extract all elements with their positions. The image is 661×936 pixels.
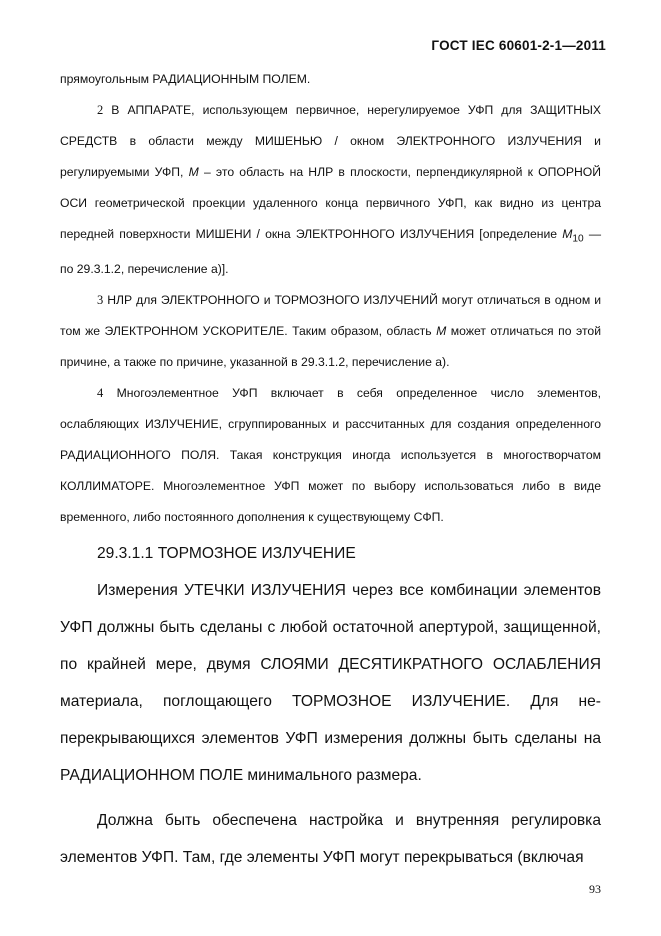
note-3-text-b: может отличаться по этой причине, а также по причине, указанной в 29.3.1.2, перечисление а). bbox=[60, 324, 602, 370]
note-2-text-c: — по 29.3.1.2, перечисление а)]. bbox=[60, 227, 602, 277]
section-29-3-1-1 bbox=[60, 535, 601, 876]
note-3 bbox=[60, 285, 601, 378]
section-paragraph-1: Измерения УТЕЧКИ ИЗЛУЧЕНИЯ через все комбинации элементов УФП должны быть сделаны с любой остаточной апертурой, защищенной, по крайней мере, двумя СЛОЯМИ ДЕСЯТИКРАТНОГО ОСЛАБЛЕНИЯ материала, поглощающего ТОРМОЗНОЕ ИЗЛУЧЕНИЕ. Для не-перекрывающихся элементов УФП измерения должны быть сделаны на РАДИАЦИОННОМ ПОЛЕ минимального размера. bbox=[60, 582, 601, 785]
note-2 bbox=[60, 95, 601, 285]
note-2-text-b: – это область на НЛР в плоскости, перпендикулярной к ОПОРНОЙ ОСИ геометрической проекции удаленного конца первичного УФП, как видно из центра передней поверхности МИШЕНИ / окна ЭЛЕКТРОННОГО ИЗЛУЧЕНИЯ [определение bbox=[60, 165, 602, 241]
note-2-text-a: В АППАРАТЕ, использующем первичное, нерегулируемое УФП для ЗАЩИТНЫХ СРЕДСТВ в области между МИШЕНЬЮ / окном ЭЛЕКТРОННОГО ИЗЛУЧЕНИЯ и регулируемыми УФП, bbox=[60, 103, 601, 179]
note-3-number: 3 bbox=[97, 293, 104, 308]
note-4-number: 4 bbox=[97, 386, 104, 401]
section-heading: 29.3.1.1 ТОРМОЗНОЕ ИЗЛУЧЕНИЕ bbox=[97, 545, 356, 563]
note-4-text: Многоэлементное УФП включает в себя определенное число элементов, ослабляющих ИЗЛУЧЕНИЕ, сгруппированных и рассчитанных для создания определенного РАДИАЦИОННОГО ПОЛЯ. Такая конструкция иногда используется в многостворчатом КОЛЛИМАТОРЕ. Многоэлементное УФП может по выбору использоваться либо в виде временного, либо постоянного дополнения к существующему СФП. bbox=[60, 386, 601, 525]
note-continuation: прямоугольным РАДИАЦИОННЫМ ПОЛЕМ. bbox=[60, 72, 311, 86]
document-body bbox=[60, 64, 601, 876]
page-number: 93 bbox=[589, 882, 601, 896]
note-2-symbol-m10: M bbox=[562, 227, 573, 241]
notes-block bbox=[60, 64, 601, 533]
note-3-symbol-m: M bbox=[436, 324, 447, 339]
note-4 bbox=[60, 378, 601, 533]
note-2-symbol-m10-subscript: 10 bbox=[572, 233, 584, 245]
section-paragraph-2: Должна быть обеспечена настройка и внутренняя регулировка элементов УФП. Там, где элементы УФП могут перекрываться (включая bbox=[60, 812, 601, 867]
note-2-symbol-m: M bbox=[188, 165, 199, 179]
document-header: ГОСТ IEC 60601-2-1—2011 bbox=[431, 38, 606, 53]
note-2-number: 2 bbox=[97, 103, 104, 117]
note-3-text-a: НЛР для ЭЛЕКТРОННОГО и ТОРМОЗНОГО ИЗЛУЧЕНИЙ могут отличаться в одном и том же ЭЛЕКТРОННОМ УСКОРИТЕЛЕ. Таким образом, область bbox=[60, 293, 601, 339]
